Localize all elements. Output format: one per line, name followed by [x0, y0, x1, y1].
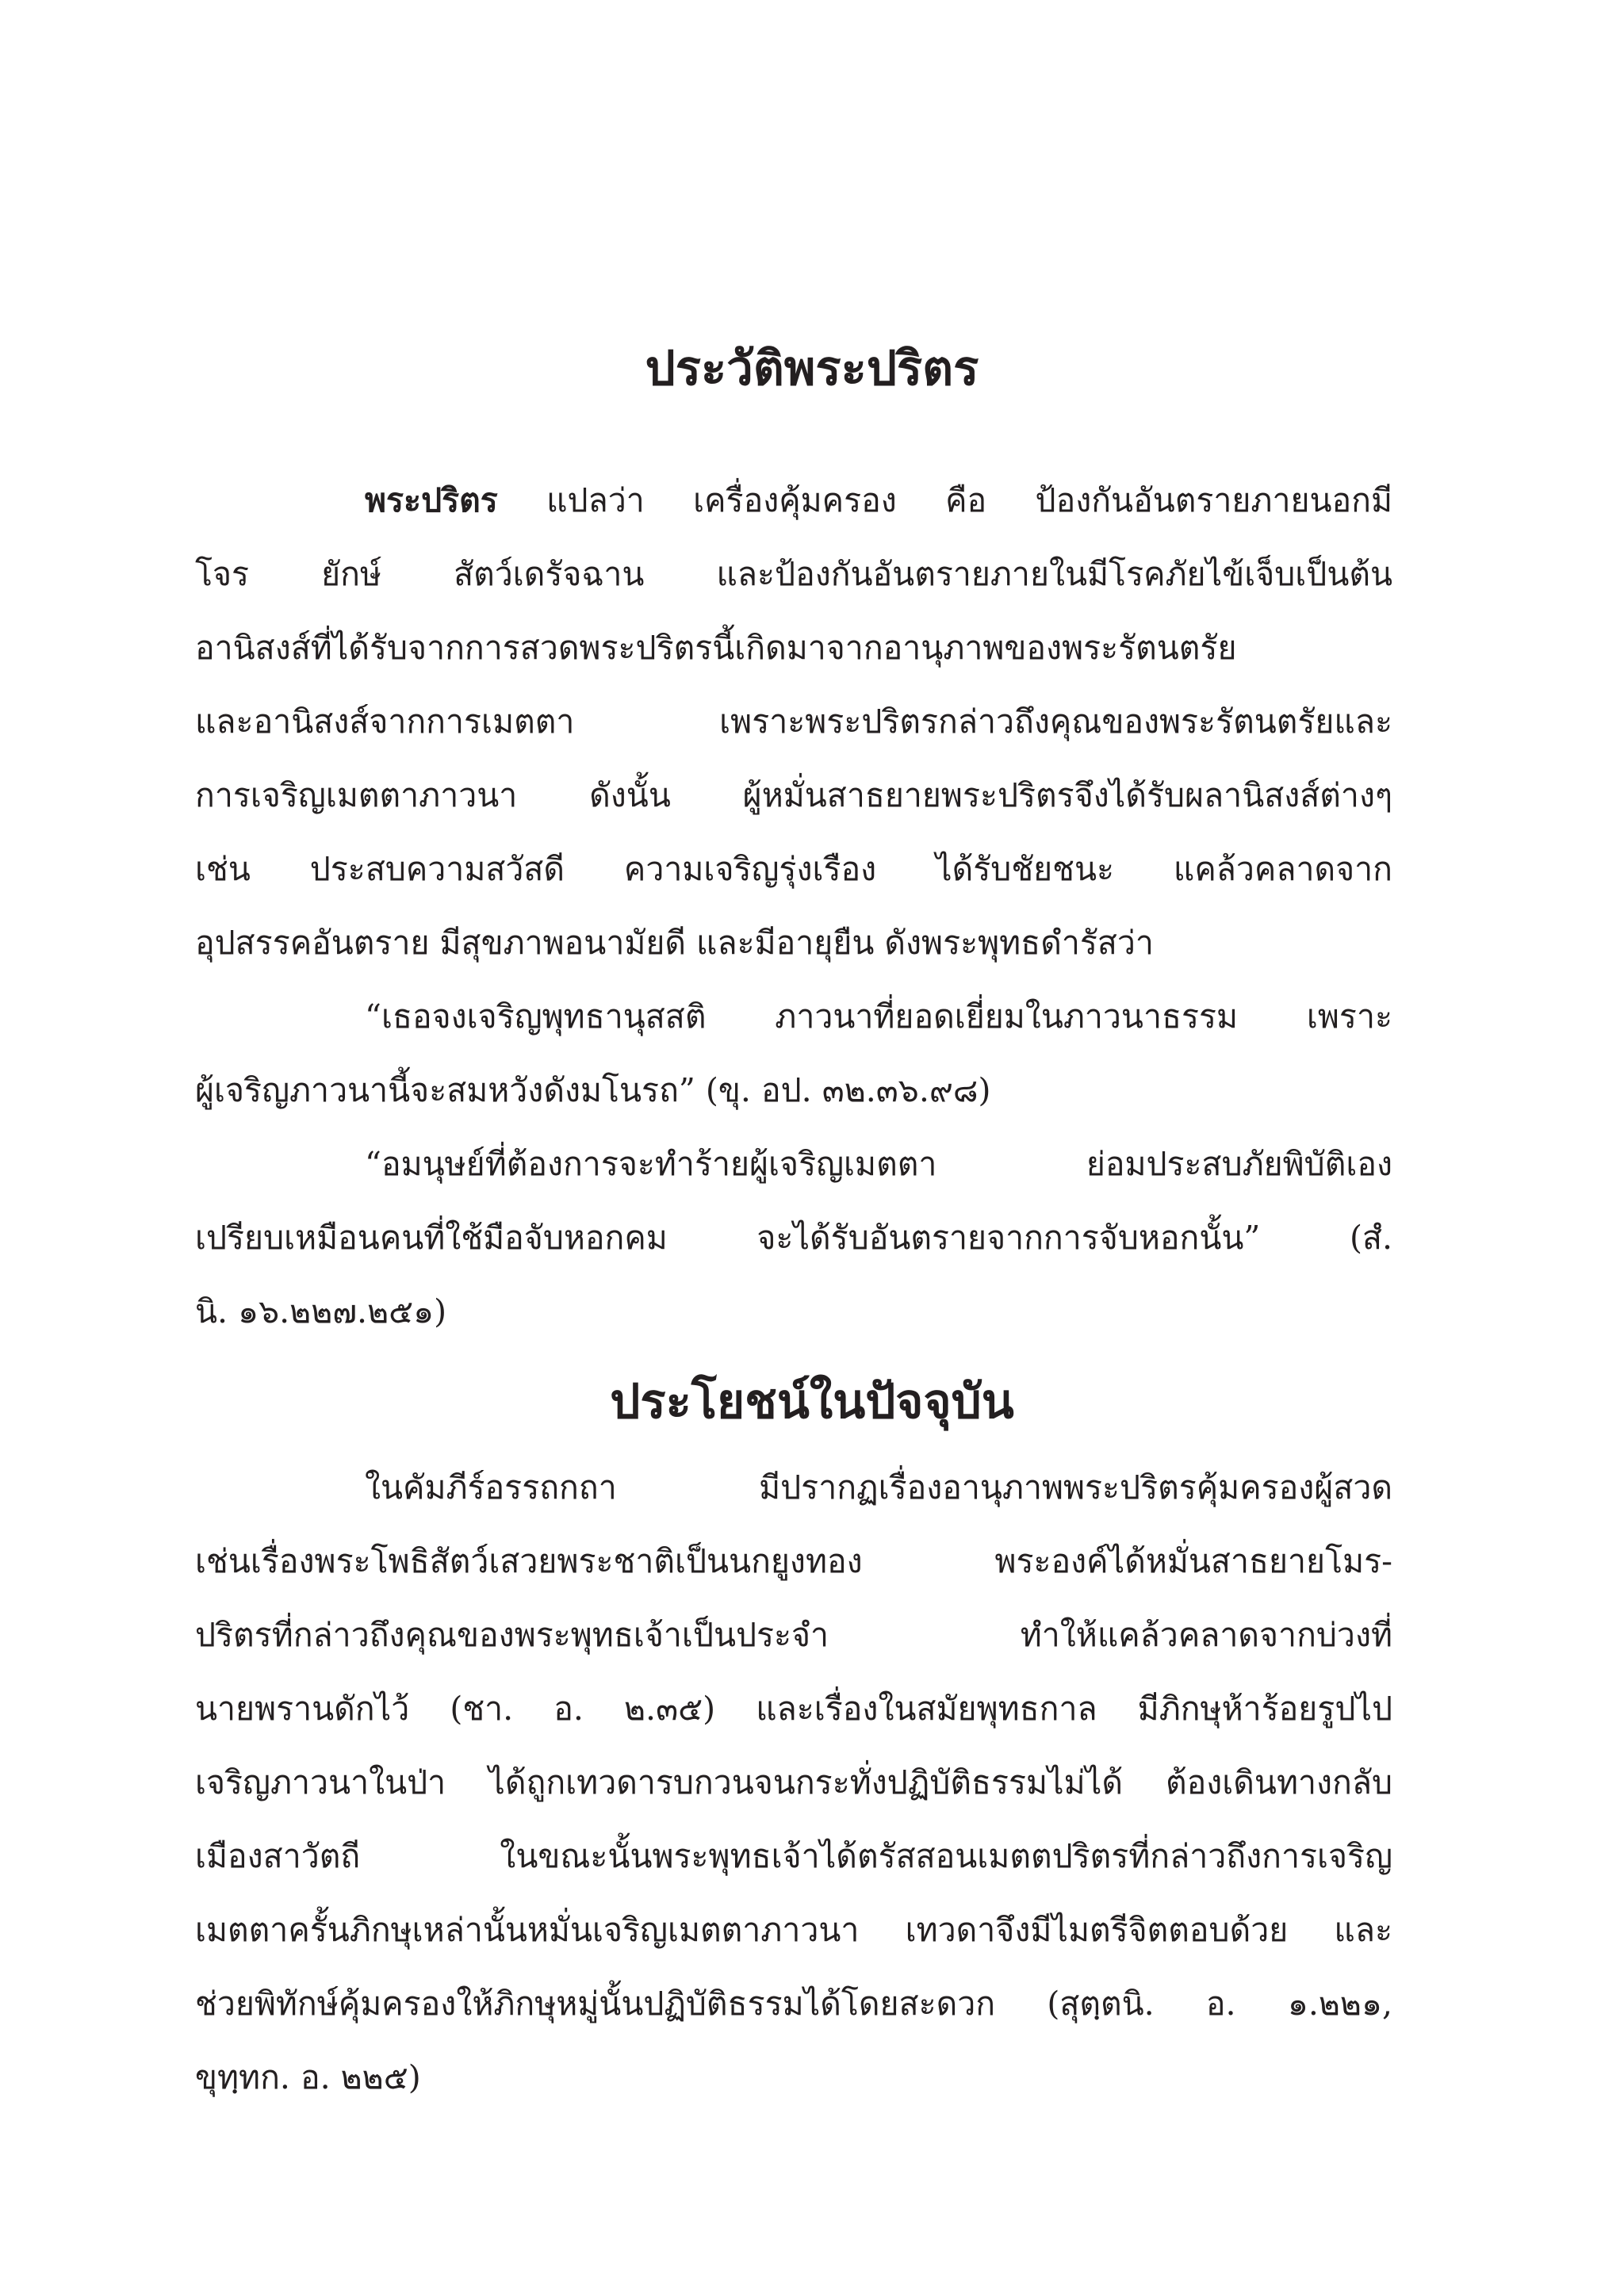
history-paragraph-line-6: เช่น ประสบความสวัสดี ความเจริญรุ่งเรือง ได้รับชัยชนะ แคล้วคลาดจาก [195, 850, 1392, 888]
history-paragraph-line-4: และอานิสงส์จากการเมตตา เพราะพระปริตรกล่าวถึงคุณของพระรัตนตรัยและ [195, 702, 1392, 741]
quote-buddhanussati-line-1: “เธอจงเจริญพุทธานุสสติ ภาวนาที่ยอดเยี่ยมในภาวนาธรรม เพราะ [365, 997, 1392, 1036]
benefit-paragraph-line-5: เจริญภาวนาในป่า ได้ถูกเทวดารบกวนจนกระทั่งปฏิบัติธรรมไม่ได้ ต้องเดินทางกลับ [195, 1763, 1392, 1801]
benefit-heading: ประโยชน์ในปัจจุบัน [610, 1374, 1014, 1430]
history-paragraph-line-5: การเจริญเมตตาภาวนา ดังนั้น ผู้หมั่นสาธยายพระปริตรจึงได้รับผลานิสงส์ต่างๆ [195, 776, 1392, 814]
term-paritta: พระปริตร [365, 481, 498, 519]
history-line-1-text: แปลว่า เครื่องคุ้มครอง คือ ป้องกันอันตรายภายนอกมี [497, 481, 1392, 519]
history-paragraph-line-1 [365, 474, 1392, 526]
benefit-paragraph-line-1: ในคัมภีร์อรรถกถา มีปรากฏเรื่องอานุภาพพระปริตรคุ้มครองผู้สวด [365, 1468, 1392, 1506]
benefit-paragraph-line-4: นายพรานดักไว้ (ชา. อ. ๒.๓๕) และเรื่องในสมัยพุทธกาล มีภิกษุห้าร้อยรูปไป [195, 1690, 1392, 1728]
benefit-paragraph-line-7: เมตตาครั้นภิกษุเหล่านั้นหมั่นเจริญเมตตาภาวนา เทวดาจึงมีไมตรีจิตตอบด้วย และ [195, 1911, 1392, 1949]
benefit-paragraph-line-9: ขุทฺทก. อ. ๒๒๕) [195, 2058, 421, 2096]
history-paragraph-line-7: อุปสรรคอันตราย มีสุขภาพอนามัยดี และมีอายุยืน ดังพระพุทธดำรัสว่า [195, 924, 1154, 962]
quote-metta-line-1: “อมนุษย์ที่ต้องการจะทำร้ายผู้เจริญเมตตา ย่อมประสบภัยพิบัติเอง [365, 1145, 1392, 1183]
benefit-paragraph-line-6: เมืองสาวัตถี ในขณะนั้นพระพุทธเจ้าได้ตรัสสอนเมตตปริตรที่กล่าวถึงการเจริญ [195, 1837, 1392, 1875]
history-paragraph-line-3: อานิสงส์ที่ได้รับจากการสวดพระปริตรนี้เกิดมาจากอานุภาพของพระรัตนตรัย [195, 629, 1237, 667]
benefit-paragraph-line-8: ช่วยพิทักษ์คุ้มครองให้ภิกษุหมู่นั้นปฏิบัติธรรมได้โดยสะดวก (สุตฺตนิ. อ. ๑.๒๒๑, [195, 1985, 1392, 2023]
quote-metta-line-3: นิ. ๑๖.๒๒๗.๒๕๑) [195, 1292, 447, 1330]
history-heading: ประวัติพระปริตร [645, 341, 979, 396]
quote-buddhanussati-line-2: ผู้เจริญภาวนานี้จะสมหวังดังมโนรถ” (ขุ. อป. ๓๒.๓๖.๙๘) [195, 1071, 991, 1109]
history-paragraph-line-2: โจร ยักษ์ สัตว์เดรัจฉาน และป้องกันอันตรายภายในมีโรคภัยไข้เจ็บเป็นต้น [195, 555, 1392, 593]
benefit-paragraph-line-2: เช่นเรื่องพระโพธิสัตว์เสวยพระชาติเป็นนกยูงทอง พระองค์ได้หมั่นสาธยายโมร- [195, 1542, 1392, 1580]
benefit-paragraph-line-3: ปริตรที่กล่าวถึงคุณของพระพุทธเจ้าเป็นประจำ ทำให้แคล้วคลาดจากบ่วงที่ [195, 1616, 1392, 1654]
quote-metta-line-2: เปรียบเหมือนคนที่ใช้มือจับหอกคม จะได้รับอันตรายจากการจับหอกนั้น” (สํ. [195, 1219, 1392, 1257]
